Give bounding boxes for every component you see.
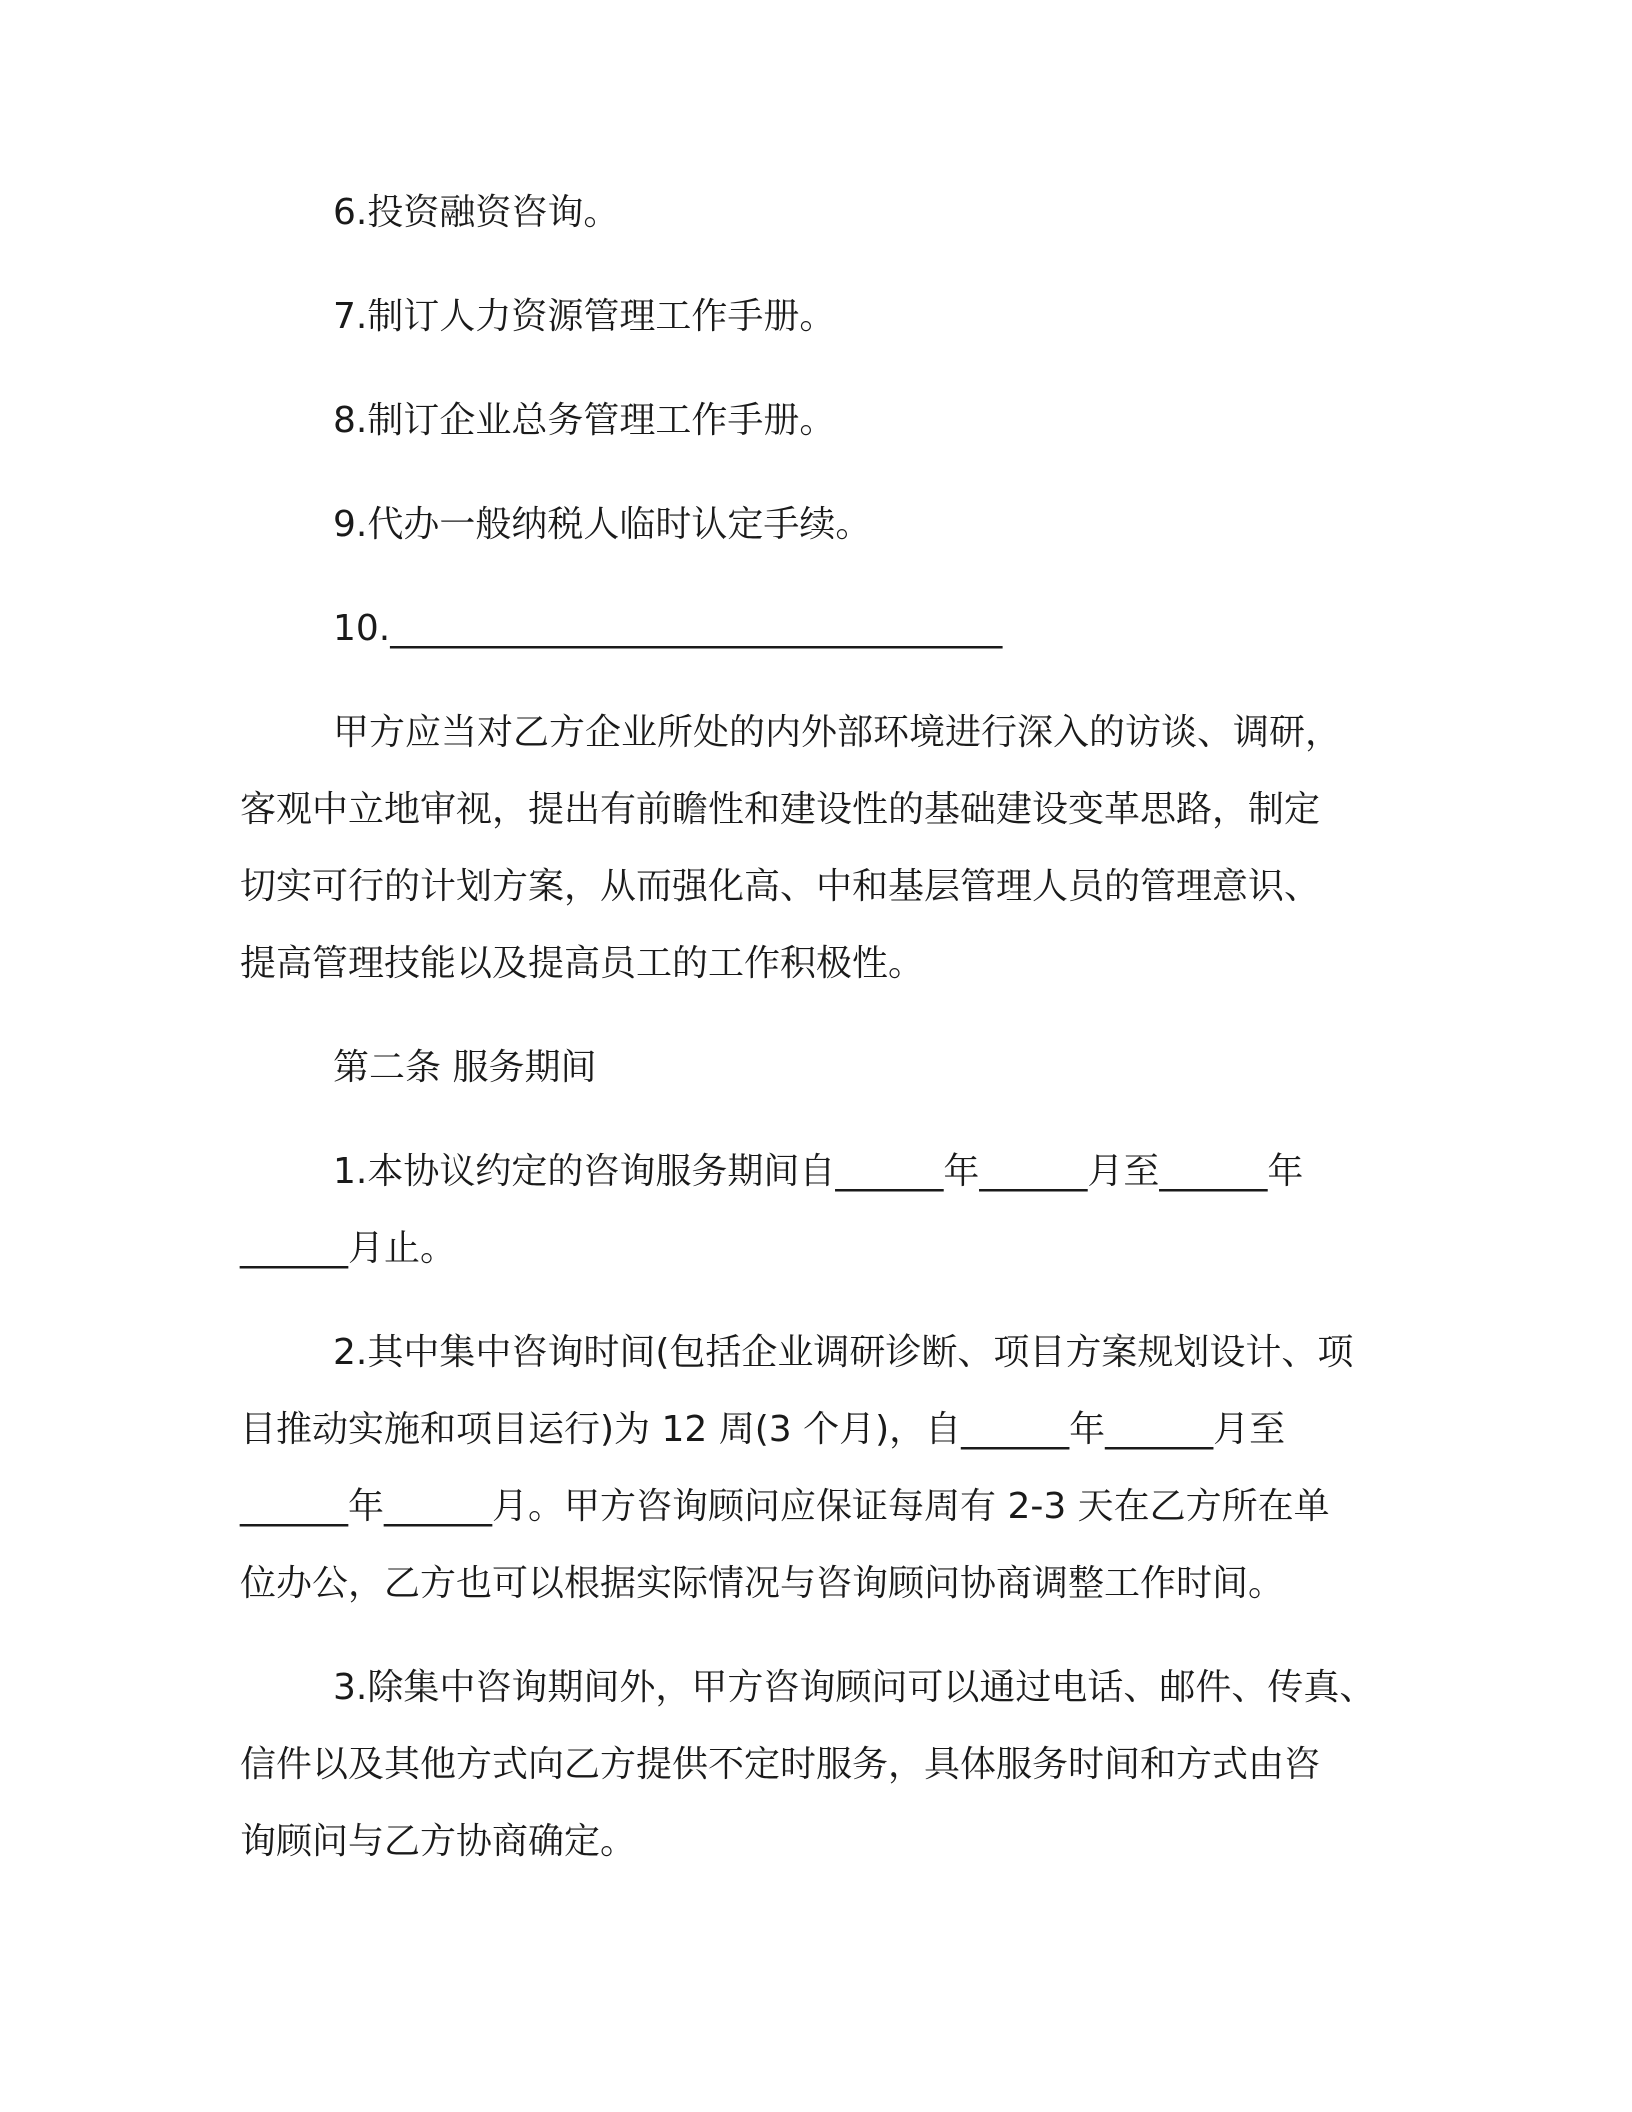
service-item-9 <box>240 486 1432 563</box>
clause-1 <box>240 1133 1432 1287</box>
text-line: 位办公，乙方也可以根据实际情况与咨询顾问协商调整工作时间。 <box>240 1563 1285 1604</box>
party-a-obligation-paragraph <box>240 694 1432 1002</box>
text-line: 信件以及其他方式向乙方提供不定时服务，具体服务时间和方式由咨 <box>240 1744 1321 1785</box>
text-line: 6.投资融资咨询。 <box>333 192 620 233</box>
text-line: 1.本协议约定的咨询服务期间自______年______月至______年 <box>333 1151 1304 1192</box>
text-line: 询顾问与乙方协商确定。 <box>240 1821 637 1862</box>
text-line: 客观中立地审视，提出有前瞻性和建设性的基础建设变革思路，制定 <box>240 789 1321 830</box>
text-line: 10.__________________________________ <box>333 608 1003 649</box>
text-line: ______月止。 <box>240 1228 457 1269</box>
text-line: 甲方应当对乙方企业所处的内外部环境进行深入的访谈、调研， <box>333 712 1342 753</box>
text-line: 8.制订企业总务管理工作手册。 <box>333 400 836 441</box>
clause-2 <box>240 1314 1432 1622</box>
article-heading <box>240 1029 1432 1106</box>
text-line: 2.其中集中咨询时间(包括企业调研诊断、项目方案规划设计、项 <box>333 1332 1354 1373</box>
service-item-6 <box>240 174 1432 251</box>
text-line: ______年______月。甲方咨询顾问应保证每周有 2-3 天在乙方所在单 <box>240 1486 1330 1527</box>
text-line: 3.除集中咨询期间外，甲方咨询顾问可以通过电话、邮件、传真、 <box>333 1667 1376 1708</box>
text-line: 目推动实施和项目运行)为 12 周(3 个月)，自______年______月至 <box>240 1409 1286 1450</box>
service-item-8 <box>240 382 1432 459</box>
text-line: 提高管理技能以及提高员工的工作积极性。 <box>240 943 925 984</box>
text-line: 切实可行的计划方案，从而强化高、中和基层管理人员的管理意识、 <box>240 866 1321 907</box>
text-line: 第二条 服务期间 <box>333 1047 597 1088</box>
service-item-10-blank <box>240 590 1432 667</box>
text-line: 7.制订人力资源管理工作手册。 <box>333 296 836 337</box>
clause-3 <box>240 1649 1432 1880</box>
text-line: 9.代办一般纳税人临时认定手续。 <box>333 504 872 545</box>
service-item-7 <box>240 278 1432 355</box>
